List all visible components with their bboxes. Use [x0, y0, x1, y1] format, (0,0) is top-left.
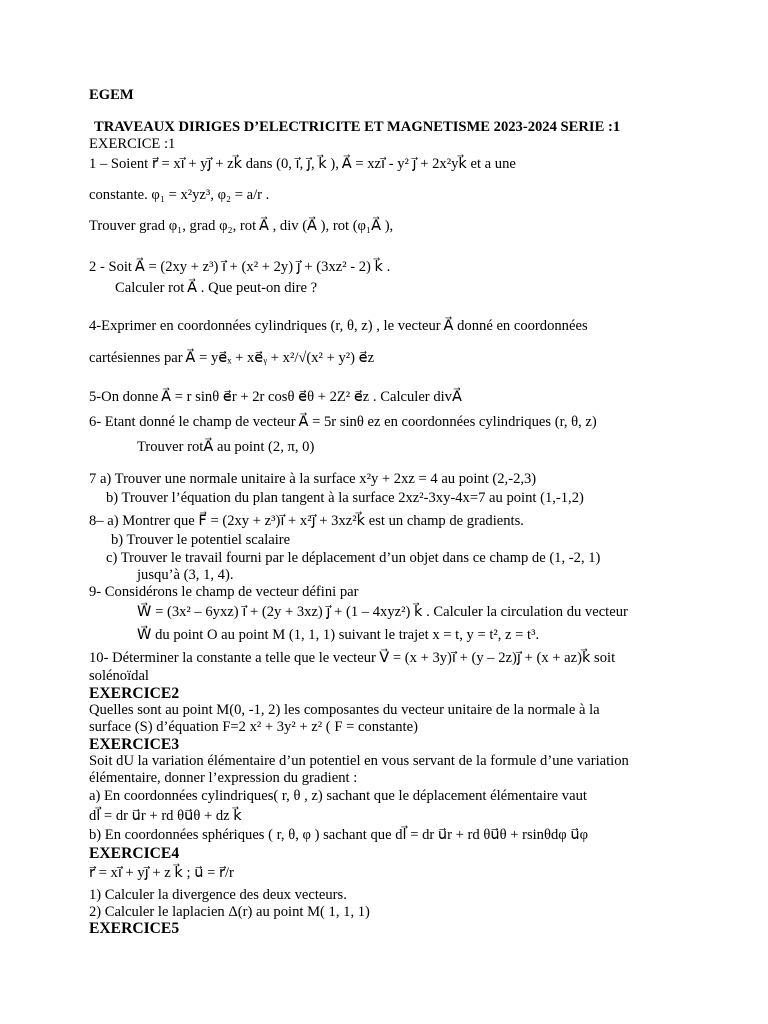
- document-title: TRAVEAUX DIRIGES D’ELECTRICITE ET MAGNETISME 2023-2024 SERIE :1: [94, 119, 621, 135]
- exercise-heading: EXERCICE :1: [89, 136, 176, 152]
- text-line: b) Trouver le potentiel scalaire: [111, 532, 291, 548]
- text-line: constante. φ₁ = x²yz³, φ₂ = a/r .: [89, 187, 270, 203]
- text-line: élémentaire, donner l’expression du gradient :: [89, 770, 358, 786]
- text-line: 2 - Soit A⃗ = (2xy + z³) i⃗ + (x² + 2y) j⃗ + (3xz² - 2) k⃗ .: [89, 259, 391, 275]
- text-line: Calculer rot A⃗ . Que peut-on dire ?: [115, 280, 318, 296]
- exercise-heading: EXERCICE4: [89, 845, 180, 862]
- text-line: b) En coordonnées sphériques ( r, θ, φ ) sachant que dl⃗ = dr u⃗r + rd θu⃗θ + rsinθdφ u⃗φ: [89, 827, 589, 843]
- formula-line: W⃗ = (3x² – 6yxz) i⃗ + (2y + 3xz) j⃗ + (1 – 4xyz²) k⃗ . Calculer la circulation du vecteur: [137, 604, 628, 620]
- text-line: Quelles sont au point M(0, -1, 2) les composantes du vecteur unitaire de la normale à la: [89, 702, 600, 718]
- formula-line: cartésiennes par A⃗ = ye⃗ₓ + xe⃗ᵧ + x²/√(x² + y²) e⃗z: [89, 350, 375, 366]
- text-line: Trouver rotA⃗ au point (2, π, 0): [137, 439, 315, 455]
- text-line: 10- Déterminer la constante a telle que le vecteur V⃗ = (x + 3y)i⃗ + (y – 2z)j⃗ + (x + az)k⃗ soit: [89, 650, 616, 666]
- text-line: 8– a) Montrer que F⃗ = (2xy + z³)i⃗ + x²j⃗ + 3xz²k⃗ est un champ de gradients.: [89, 513, 524, 529]
- text-line: solénoïdal: [89, 668, 149, 684]
- exercise-heading: EXERCICE2: [89, 685, 180, 702]
- text-line: Trouver grad φ₁, grad φ₂, rot A⃗ , div (A⃗ ), rot (φ₁A⃗ ),: [89, 218, 394, 234]
- text-line: a) En coordonnées cylindriques( r, θ , z) sachant que le déplacement élémentaire vaut: [89, 788, 587, 804]
- exercise-heading: EXERCICE5: [89, 920, 180, 937]
- text-line: W⃗ du point O au point M (1, 1, 1) suivant le trajet x = t, y = t², z = t³.: [137, 627, 540, 643]
- formula-line: r⃗ = xi⃗ + yj⃗ + z k⃗ ; u⃗ = r⃗/r: [89, 865, 234, 881]
- text-line: 1 – Soient r⃗ = xi⃗ + yj⃗ + zk⃗ dans (0, i⃗, j⃗, k⃗ ), A⃗ = xzi⃗ - y² j⃗ + 2x²yk⃗ et a une: [89, 156, 516, 172]
- exercise-heading: EXERCICE3: [89, 736, 180, 753]
- text-line: 9- Considérons le champ de vecteur défini par: [89, 584, 359, 600]
- text-line: Soit dU la variation élémentaire d’un potentiel en vous servant de la formule d’une variation: [89, 753, 629, 769]
- text-line: c) Trouver le travail fourni par le déplacement d’un objet dans ce champ de (1, -2, 1): [106, 550, 601, 566]
- text-line: surface (S) d’équation F=2 x² + 3y² + z² ( F = constante): [89, 719, 418, 735]
- formula-line: dl⃗ = dr u⃗r + rd θu⃗θ + dz k⃗: [89, 808, 242, 824]
- text-line: 7 a) Trouver une normale unitaire à la surface x²y + 2xz = 4 au point (2,-2,3): [89, 471, 537, 487]
- formula-line: 5-On donne A⃗ = r sinθ e⃗r + 2r cosθ e⃗θ + 2Z² e⃗z . Calculer divA⃗: [89, 389, 462, 405]
- text-line: 4-Exprimer en coordonnées cylindriques (r, θ, z) , le vecteur A⃗ donné en coordonnées: [89, 318, 588, 334]
- text-line: b) Trouver l’équation du plan tangent à la surface 2xz²-3xy-4x=7 au point (1,-1,2): [106, 490, 584, 506]
- text-line: 2) Calculer le laplacien Δ(r) au point M( 1, 1, 1): [89, 904, 370, 920]
- school-name: EGEM: [89, 87, 134, 103]
- text-line: jusqu’à (3, 1, 4).: [137, 567, 234, 583]
- text-line: 6- Etant donné le champ de vecteur A⃗ = 5r sinθ ez en coordonnées cylindriques (r, θ, z): [89, 414, 597, 430]
- text-line: 1) Calculer la divergence des deux vecteurs.: [89, 887, 347, 903]
